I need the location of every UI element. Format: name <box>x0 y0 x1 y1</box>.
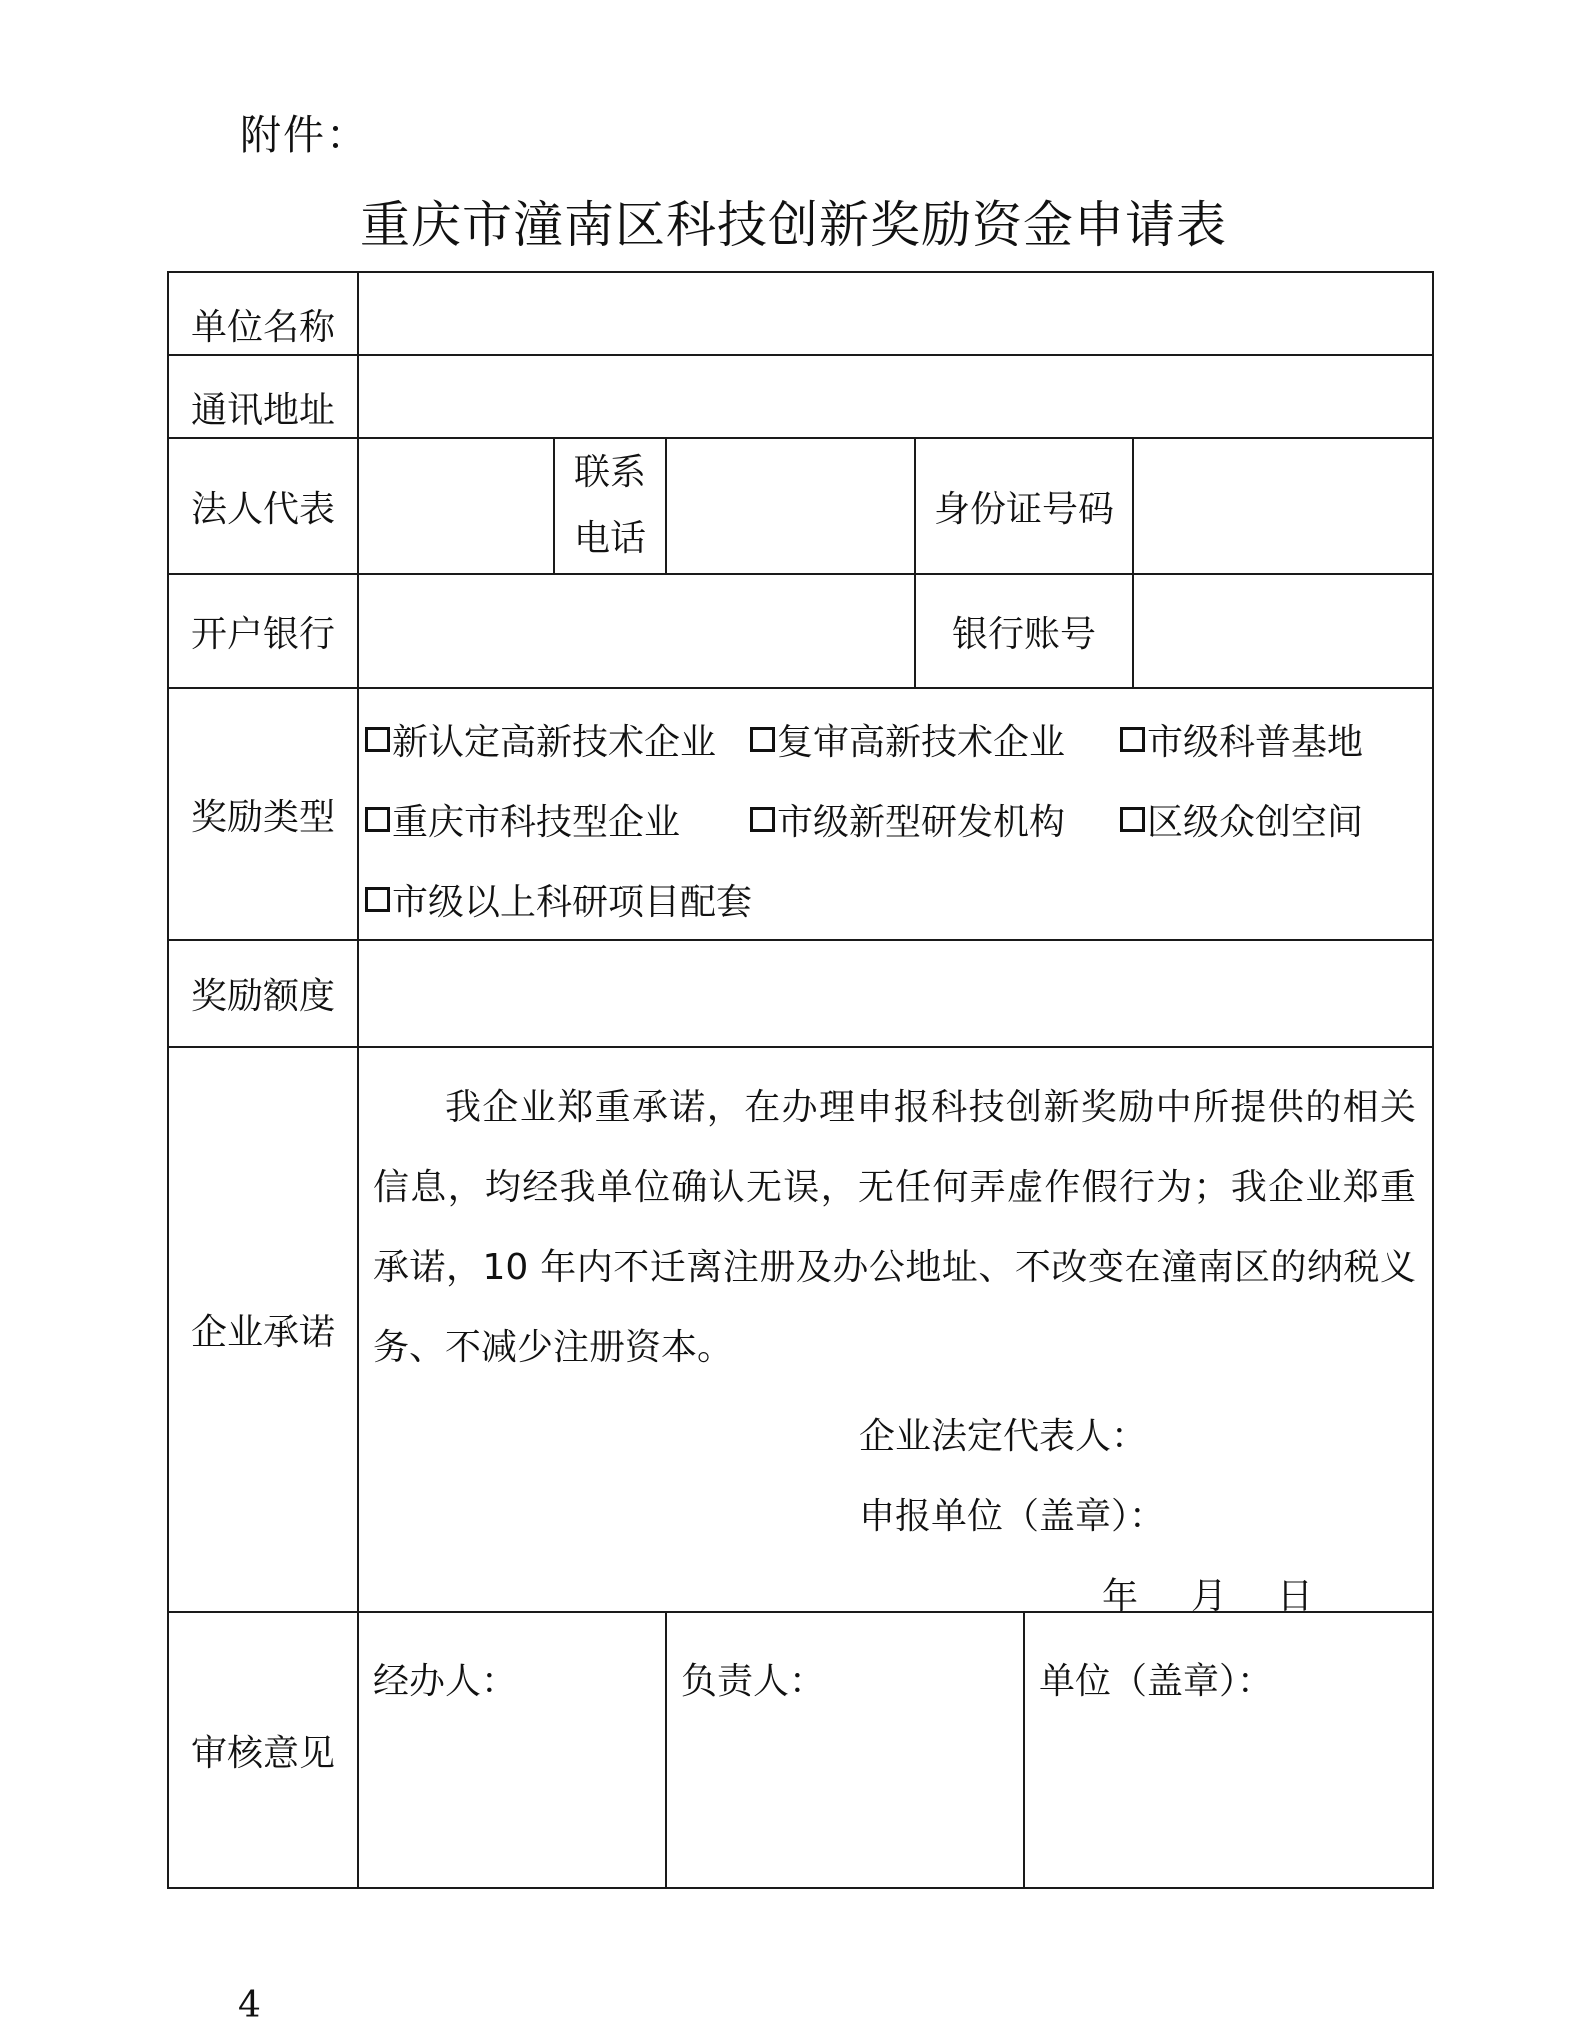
award-option-rd-institution[interactable] <box>750 794 1120 845</box>
commitment-text: 我企业郑重承诺，在办理申报科技创新奖励中所提供的相关信息，均经我单位确认无误，无任何弄虚作假行为；我企业郑重承诺，10 年内不迁离注册及办公地址、不改变在潼南区的纳税义务、不减少注册资本。 <box>373 1087 1417 1368</box>
unit-name-field[interactable] <box>358 272 1433 355</box>
award-option-tech-enterprise[interactable] <box>365 794 750 845</box>
checkbox-icon[interactable] <box>750 807 775 832</box>
account-label: 银行账号 <box>915 574 1133 688</box>
legal-rep-field[interactable] <box>358 438 554 574</box>
responsible-cell[interactable] <box>666 1612 1024 1888</box>
award-option-review-hightech[interactable] <box>750 714 1120 765</box>
row-award-type <box>168 688 1433 940</box>
row-award-amount <box>168 940 1433 1047</box>
checkbox-icon[interactable] <box>365 727 390 752</box>
award-options-row-1 <box>365 699 1432 779</box>
row-legal-rep <box>168 438 1433 574</box>
unit-seal-review-label: 单位（盖章）： <box>1039 1661 1274 1702</box>
review-label: 审核意见 <box>168 1612 358 1888</box>
award-option-maker-space[interactable] <box>1120 794 1363 845</box>
award-amount-field[interactable] <box>358 940 1433 1047</box>
checkbox-icon[interactable] <box>1120 807 1145 832</box>
responsible-label: 负责人： <box>681 1661 826 1702</box>
award-option-new-hightech[interactable] <box>365 714 750 765</box>
award-option-science-base[interactable] <box>1120 714 1363 765</box>
bank-field[interactable] <box>358 574 915 688</box>
id-number-label: 身份证号码 <box>915 438 1133 574</box>
handler-label: 经办人： <box>373 1661 518 1702</box>
checkbox-icon[interactable] <box>750 727 775 752</box>
unit-seal-review-cell[interactable] <box>1024 1612 1433 1888</box>
checkbox-icon[interactable] <box>365 887 390 912</box>
application-form-table <box>167 271 1434 1889</box>
address-field[interactable] <box>358 355 1433 438</box>
checkbox-icon[interactable] <box>365 807 390 832</box>
attachment-label: 附件： <box>240 111 369 159</box>
row-review <box>168 1612 1433 1888</box>
date-month: 月 <box>1191 1576 1228 1617</box>
option-label: 市级以上科研项目配套 <box>392 881 753 923</box>
row-commitment <box>168 1047 1433 1612</box>
date-year: 年 <box>1102 1576 1139 1617</box>
row-bank <box>168 574 1433 688</box>
row-address <box>168 355 1433 438</box>
option-label: 重庆市科技型企业 <box>392 801 681 843</box>
commitment-cell <box>358 1047 1433 1617</box>
option-label: 区级众创空间 <box>1147 801 1364 843</box>
phone-field[interactable] <box>666 438 915 574</box>
phone-label <box>554 438 666 574</box>
checkbox-icon[interactable] <box>1120 727 1145 752</box>
option-label: 市级科普基地 <box>1147 721 1364 763</box>
award-type-label: 奖励类型 <box>168 688 358 940</box>
address-label: 通讯地址 <box>168 355 358 438</box>
award-type-options <box>358 688 1433 940</box>
phone-label-line1: 联系 <box>573 452 646 493</box>
legal-rep-label: 法人代表 <box>168 438 358 574</box>
award-options-row-3 <box>365 859 1432 939</box>
award-amount-label: 奖励额度 <box>168 940 358 1047</box>
option-label: 市级新型研发机构 <box>777 801 1066 843</box>
bank-label: 开户银行 <box>168 574 358 688</box>
option-label: 复审高新技术企业 <box>777 721 1066 763</box>
row-unit-name <box>168 272 1433 355</box>
award-options-row-2 <box>365 779 1432 859</box>
handler-cell[interactable] <box>358 1612 666 1888</box>
option-label: 新认定高新技术企业 <box>392 721 717 763</box>
page-number: 4 <box>238 1985 261 2026</box>
legal-rep-signature: 企业法定代表人： <box>859 1416 1148 1457</box>
unit-name-label: 单位名称 <box>168 272 358 355</box>
commitment-label: 企业承诺 <box>168 1047 358 1612</box>
account-field[interactable] <box>1133 574 1433 688</box>
phone-label-line2: 电话 <box>573 518 646 559</box>
id-number-field[interactable] <box>1133 438 1433 574</box>
date-day: 日 <box>1277 1576 1314 1617</box>
unit-seal-label: 申报单位（盖章）： <box>859 1496 1166 1537</box>
award-option-research-matching[interactable] <box>365 874 752 925</box>
form-title: 重庆市潼南区科技创新奖励资金申请表 <box>360 196 1227 254</box>
